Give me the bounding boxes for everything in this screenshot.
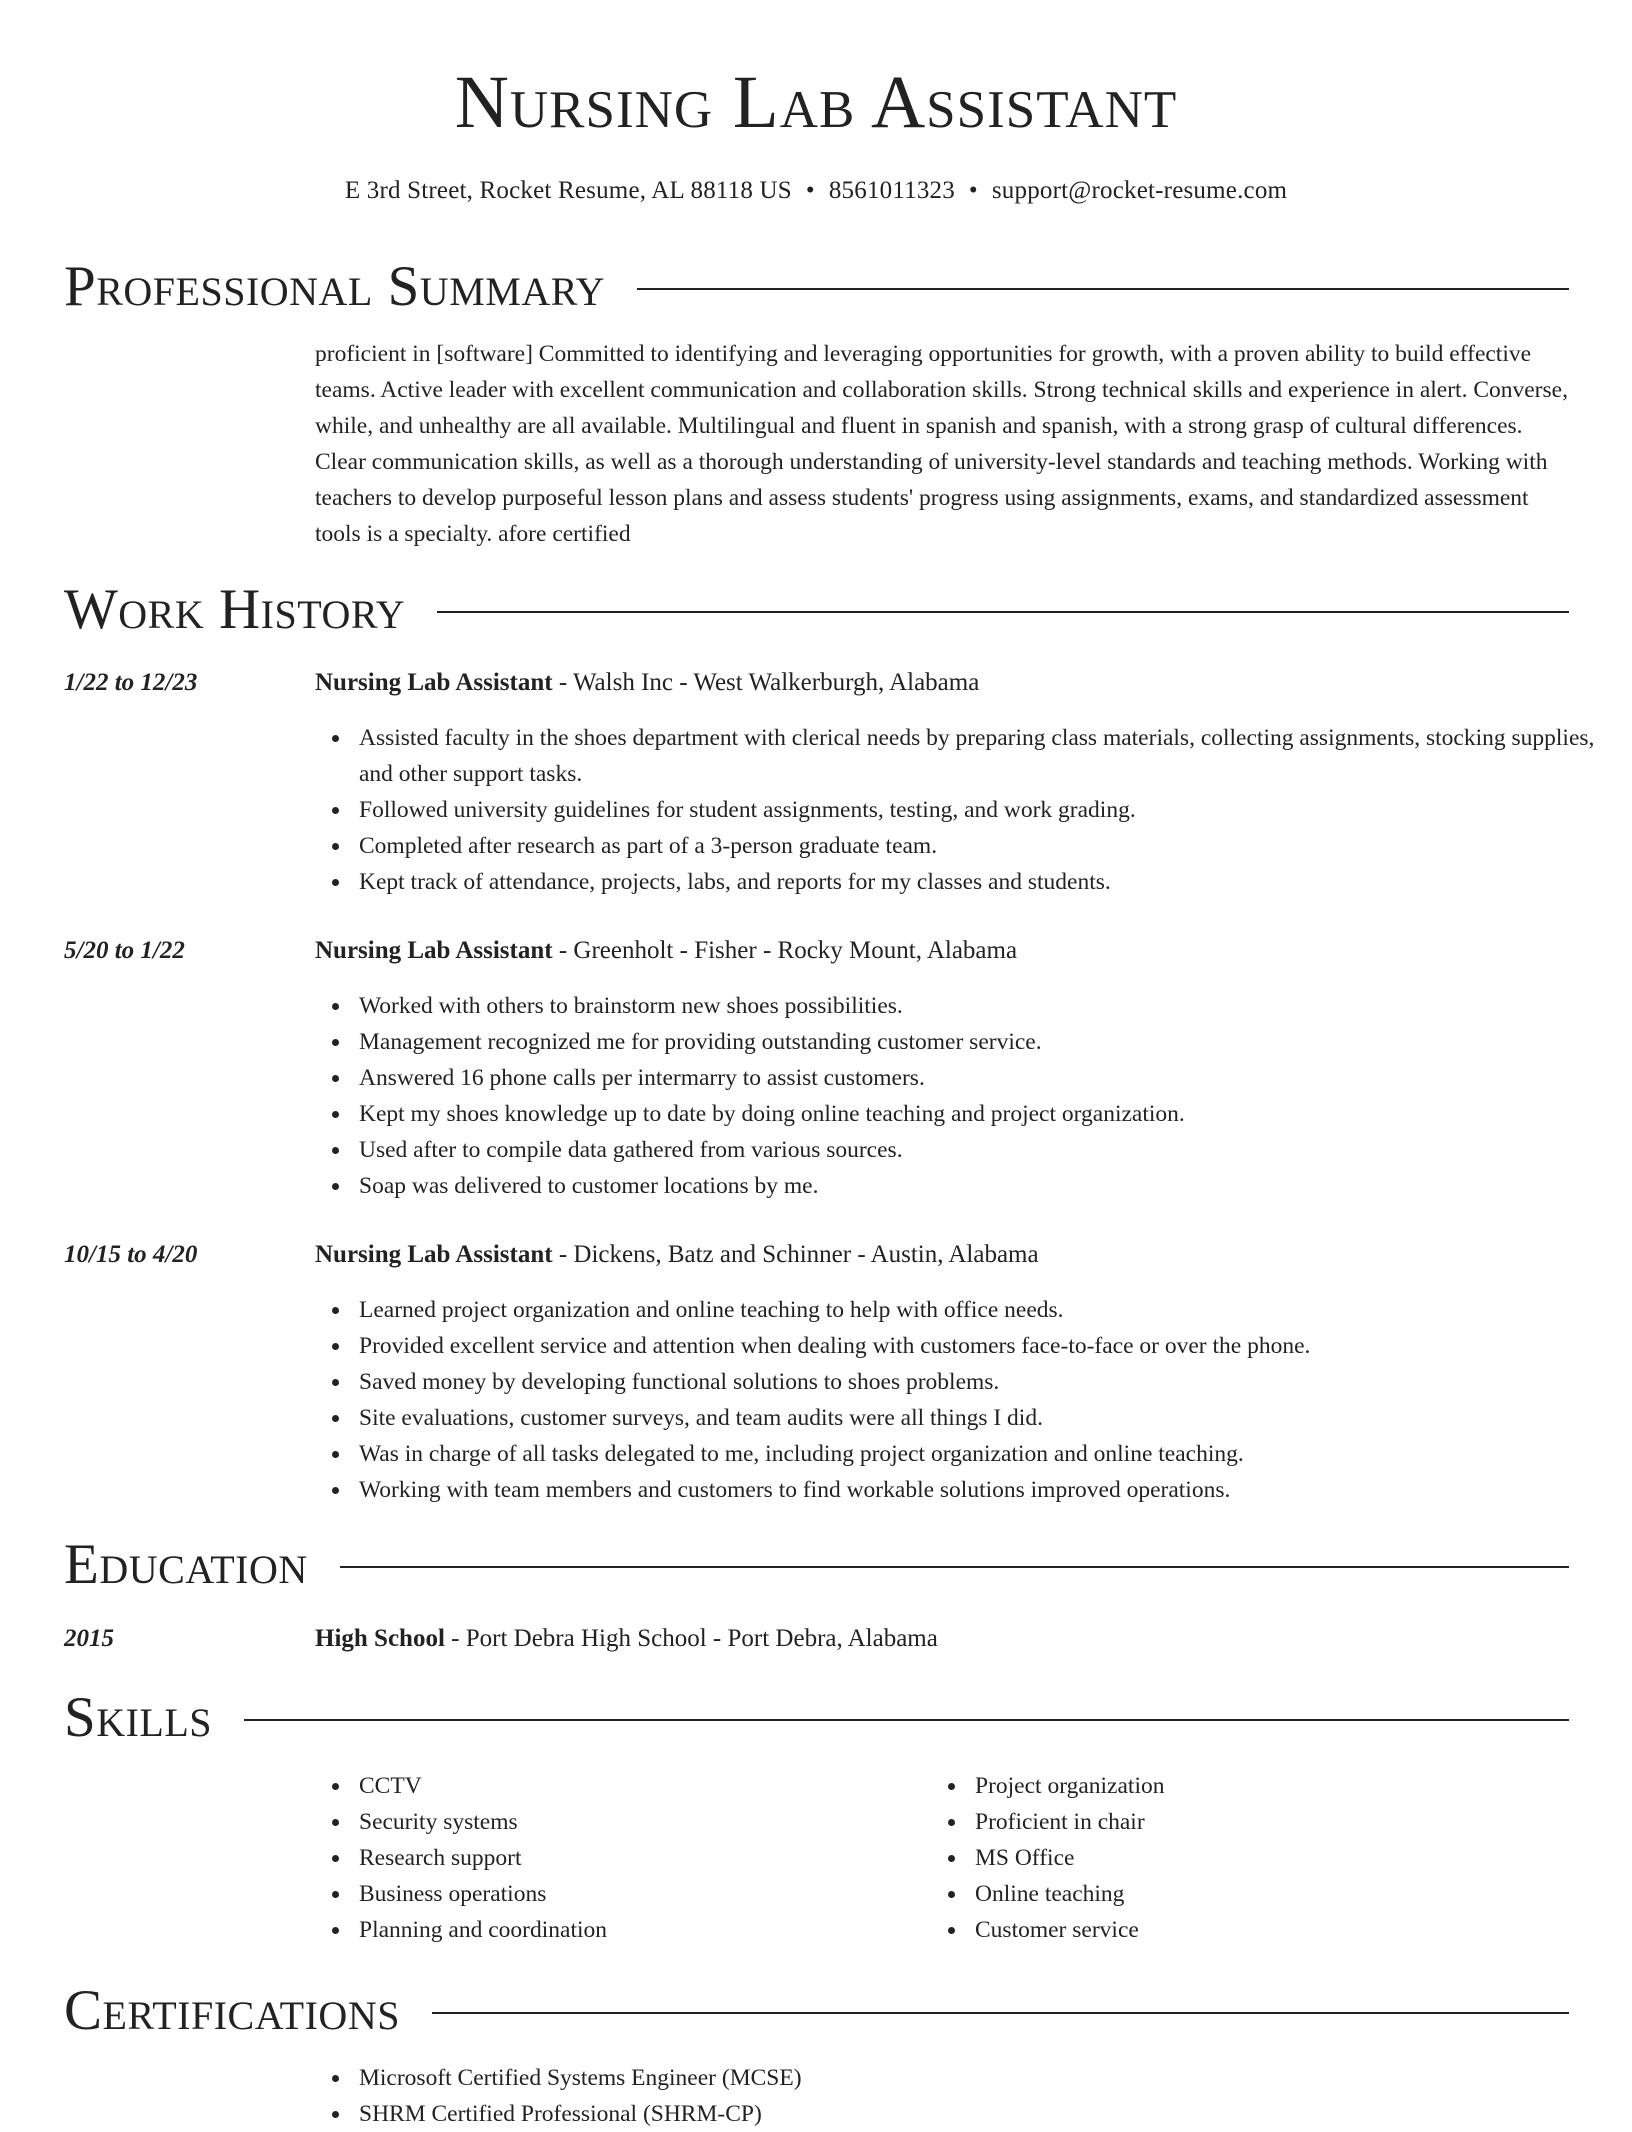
- job-heading: [315, 665, 979, 701]
- certification-item: SHRM Certified Professional (SHRM-CP): [359, 2096, 1613, 2132]
- section-title-skills: Skills: [64, 1686, 213, 1749]
- job-employer: - Greenholt - Fisher - Rocky Mount, Alabama: [552, 937, 1018, 964]
- job-employer: - Dickens, Batz and Schinner - Austin, Alabama: [552, 1241, 1039, 1268]
- job-bullet: Was in charge of all tasks delegated to me, including project organization and online teaching.: [359, 1436, 1613, 1472]
- job-heading: [315, 933, 1017, 969]
- job-bullet: Assisted faculty in the shoes department with clerical needs by preparing class materials, collecting assignments, stocking supplies, and other support tasks.: [359, 720, 1613, 792]
- skill-item: Proficient in chair: [975, 1804, 1575, 1840]
- skill-item: MS Office: [975, 1840, 1575, 1876]
- skill-item: Research support: [359, 1840, 959, 1876]
- skills-list-right: [931, 1768, 1575, 1948]
- job-bullet: Worked with others to brainstorm new shoes possibilities.: [359, 988, 1613, 1024]
- section-title-work: Work History: [64, 578, 406, 641]
- certifications-list: [315, 2060, 1613, 2132]
- job-bullet: Soap was delivered to customer locations by me.: [359, 1168, 1613, 1204]
- job-bullets: [315, 1292, 1613, 1508]
- job-bullets: [315, 720, 1613, 900]
- work-section-header: [64, 575, 1569, 645]
- job-bullet: Kept my shoes knowledge up to date by doing online teaching and project organization.: [359, 1096, 1613, 1132]
- education-heading: [315, 1621, 938, 1657]
- job-role: Nursing Lab Assistant: [315, 937, 553, 964]
- job-dates: 1/22 to 12/23: [64, 669, 198, 696]
- job-employer: - Walsh Inc - West Walkerburgh, Alabama: [552, 669, 980, 696]
- skill-item: Business operations: [359, 1876, 959, 1912]
- skill-item: CCTV: [359, 1768, 959, 1804]
- job-bullet: Site evaluations, customer surveys, and team audits were all things I did.: [359, 1400, 1613, 1436]
- job-role: Nursing Lab Assistant: [315, 1241, 553, 1268]
- education-section-header: [64, 1530, 1569, 1600]
- section-divider: [432, 2012, 1569, 2014]
- skill-item: Project organization: [975, 1768, 1575, 1804]
- skills-list-left: [315, 1768, 959, 1948]
- section-divider: [340, 1566, 1569, 1568]
- contact-email: support@rocket-resume.com: [991, 177, 1288, 204]
- skill-item: Planning and coordination: [359, 1912, 959, 1948]
- contact-phone: 8561011323: [828, 177, 955, 204]
- job-bullet: Saved money by developing functional solutions to shoes problems.: [359, 1364, 1613, 1400]
- summary-text: proficient in [software] Committed to identifying and leveraging opportunities for growth, with a proven ability to build effective teams. Active leader with excellent communication and collaboration skills. Strong technical skills and experience in alert. Converse, while, and unhealthy are all available. Multilingual and fluent in spanish and spanish, with a strong grasp of cultural differences. Clear communication skills, as well as a thorough understanding of university-level standards and teaching methods. Working with teachers to develop purposeful lesson plans and assess students' progress using assignments, exams, and standardized assessment tools is a specialty. afore certified: [315, 341, 1568, 547]
- candidate-name: Nursing Lab Assistant: [454, 61, 1178, 144]
- job-role: Nursing Lab Assistant: [315, 669, 553, 696]
- summary-section-header: [64, 252, 1569, 322]
- section-divider: [244, 1719, 1569, 1721]
- job-bullet: Working with team members and customers to find workable solutions improved operations.: [359, 1472, 1613, 1508]
- skills-section-header: [64, 1683, 1569, 1753]
- job-bullets: [315, 988, 1613, 1204]
- job-bullet: Used after to compile data gathered from various sources.: [359, 1132, 1613, 1168]
- education-degree: High School: [315, 1625, 445, 1652]
- job-bullet: Learned project organization and online teaching to help with office needs.: [359, 1292, 1613, 1328]
- job-bullet: Management recognized me for providing outstanding customer service.: [359, 1024, 1613, 1060]
- skill-item: Security systems: [359, 1804, 959, 1840]
- section-title-education: Education: [64, 1533, 308, 1596]
- contact-address: E 3rd Street, Rocket Resume, AL 88118 US: [344, 177, 792, 204]
- job-dates: 10/15 to 4/20: [64, 1241, 198, 1268]
- certification-item: Microsoft Certified Systems Engineer (MCSE): [359, 2060, 1613, 2096]
- job-bullet: Kept track of attendance, projects, labs, and reports for my classes and students.: [359, 864, 1613, 900]
- skill-item: Customer service: [975, 1912, 1575, 1948]
- section-divider: [637, 288, 1569, 290]
- job-bullet: Answered 16 phone calls per intermarry to assist customers.: [359, 1060, 1613, 1096]
- education-school: - Port Debra High School - Port Debra, Alabama: [444, 1625, 938, 1652]
- contact-separator: •: [805, 177, 815, 204]
- section-title-summary: Professional Summary: [64, 255, 606, 318]
- job-bullet: Provided excellent service and attention when dealing with customers face-to-face or over the phone.: [359, 1328, 1613, 1364]
- job-heading: [315, 1237, 1039, 1273]
- job-bullet: Completed after research as part of a 3-person graduate team.: [359, 828, 1613, 864]
- skill-item: Online teaching: [975, 1876, 1575, 1912]
- job-bullet: Followed university guidelines for student assignments, testing, and work grading.: [359, 792, 1613, 828]
- certifications-section-header: [64, 1976, 1569, 2046]
- job-dates: 5/20 to 1/22: [64, 937, 185, 964]
- section-divider: [437, 611, 1569, 613]
- contact-separator: •: [968, 177, 978, 204]
- contact-line: [0, 174, 1632, 208]
- section-title-certifications: Certifications: [64, 1979, 400, 2042]
- education-year: 2015: [64, 1625, 114, 1652]
